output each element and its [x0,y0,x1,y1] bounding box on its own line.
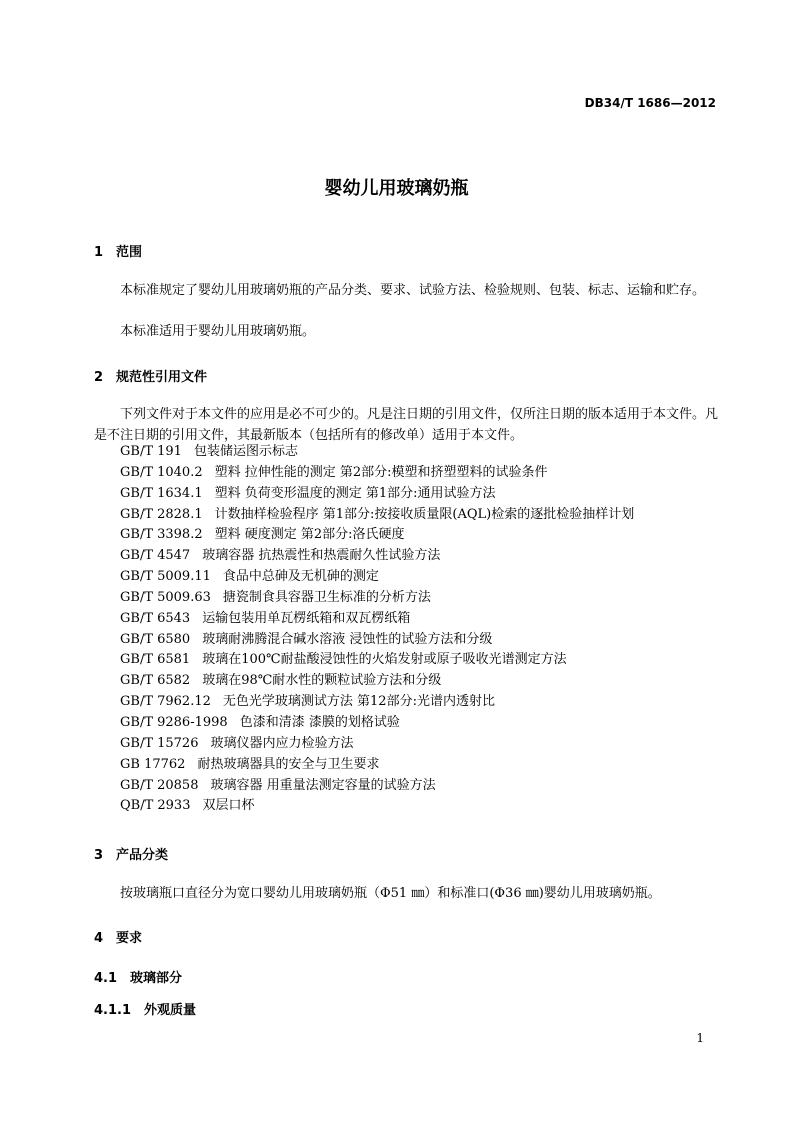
reference-code: GB/T 6581 [120,652,191,668]
reference-title: 运输包装用单瓦楞纸箱和双瓦楞纸箱 [202,610,411,626]
document-title: 婴幼儿用玻璃奶瓶 [324,178,469,199]
reference-code: GB/T 3398.2 [120,527,203,543]
reference-item [120,567,634,588]
reference-code: GB/T 15726 [120,735,199,751]
section-title: 范围 [116,245,143,260]
reference-code: GB/T 1634.1 [120,485,203,501]
reference-item [120,713,634,734]
reference-code: GB/T 191 [120,444,182,459]
reference-item [120,630,634,651]
reference-title: 双层口杯 [202,798,255,814]
reference-title: 玻璃仪器内应力检验方法 [210,735,354,751]
reference-item [120,776,634,797]
reference-item [120,650,634,671]
reference-title: 玻璃容器 用重量法测定容量的试验方法 [210,777,436,793]
section-title: 产品分类 [116,848,169,863]
reference-item [120,692,634,713]
reference-code: GB/T 5009.63 [120,589,211,605]
reference-item [120,796,634,817]
reference-item [120,755,634,776]
reference-title: 玻璃容器 抗热震性和热震耐久性试验方法 [202,548,441,564]
reference-title: 耐热玻璃器具的安全与卫生要求 [197,756,380,772]
reference-code: GB/T 6582 [120,673,191,689]
reference-title: 食品中总砷及无机砷的测定 [222,569,379,585]
reference-code: GB 17762 [120,756,186,772]
standard-code: DB34/T 1686—2012 [584,96,716,110]
reference-item [120,588,634,609]
section-4-heading [94,927,142,946]
normative-references-list [120,442,634,817]
reference-item [120,442,634,463]
section-title: 外观质量 [144,1003,197,1018]
reference-title: 无色光学玻璃测试方法 第12部分:光谱内透射比 [222,694,495,710]
reference-title: 包装储运图示标志 [193,444,298,459]
reference-title: 搪瓷制食具容器卫生标准的分析方法 [222,589,431,605]
reference-code: GB/T 9286-1998 [120,714,228,730]
reference-title: 玻璃耐沸腾混合碱水溶液 浸蚀性的试验方法和分级 [202,631,493,647]
reference-code: GB/T 6580 [120,631,191,647]
reference-title: 玻璃在98℃耐水性的颗粒试验方法和分级 [202,673,442,689]
section-4-1-1-heading [94,999,196,1018]
scope-paragraph-2: 本标准适用于婴幼儿用玻璃奶瓶。 [120,324,316,339]
reference-item [120,484,634,505]
section-title: 要求 [116,931,143,946]
page-number: 1 [696,1031,704,1045]
reference-title: 色漆和清漆 漆膜的划格试验 [239,714,400,730]
reference-item [120,734,634,755]
reference-code: GB/T 2828.1 [120,506,203,522]
section-number: 4.1 [94,971,118,986]
section-number: 3 [94,848,104,863]
section-number: 4.1.1 [94,1003,132,1018]
reference-item [120,525,634,546]
section-title: 规范性引用文件 [116,370,208,385]
scope-paragraph-1: 本标准规定了婴幼儿用玻璃奶瓶的产品分类、要求、试验方法、检验规则、包装、标志、运输和贮存。 [120,283,706,298]
section-number: 2 [94,370,104,385]
reference-item [120,505,634,526]
reference-code: GB/T 5009.11 [120,569,211,585]
reference-code: GB/T 7962.12 [120,694,211,710]
reference-title: 塑料 拉伸性能的测定 第2部分:模塑和挤塑塑料的试验条件 [214,464,548,480]
reference-code: QB/T 2933 [120,798,191,814]
reference-title: 玻璃在100℃耐盐酸浸蚀性的火焰发射或原子吸收光谱测定方法 [202,652,567,668]
reference-item [120,463,634,484]
reference-code: GB/T 1040.2 [120,464,203,480]
section-4-1-heading [94,967,182,986]
reference-code: GB/T 4547 [120,548,191,564]
reference-item [120,546,634,567]
reference-title: 塑料 负荷变形温度的测定 第1部分:通用试验方法 [214,485,496,501]
reference-title: 塑料 硬度测定 第2部分:洛氏硬度 [214,527,405,543]
classification-paragraph: 按玻璃瓶口直径分为宽口婴幼儿用玻璃奶瓶（Φ51 ㎜）和标准口(Φ36 ㎜)婴幼儿用玻璃奶瓶。 [120,886,661,901]
section-title: 玻璃部分 [130,971,183,986]
section-number: 4 [94,931,104,946]
reference-item [120,671,634,692]
references-intro-paragraph: 下列文件对于本文件的应用是必不可少的。凡是注日期的引用文件，仅所注日期的版本适用于本文件。凡是不注日期的引用文件，其最新版本（包括所有的修改单）适用于本文件。 [94,407,719,443]
section-number: 1 [94,245,104,260]
reference-title: 计数抽样检验程序 第1部分:按接收质量限(AQL)检索的逐批检验抽样计划 [214,506,635,522]
section-3-heading [94,844,168,863]
reference-code: GB/T 20858 [120,777,199,793]
reference-item [120,609,634,630]
section-1-heading [94,241,142,260]
reference-code: GB/T 6543 [120,610,191,626]
section-2-heading [94,366,207,385]
